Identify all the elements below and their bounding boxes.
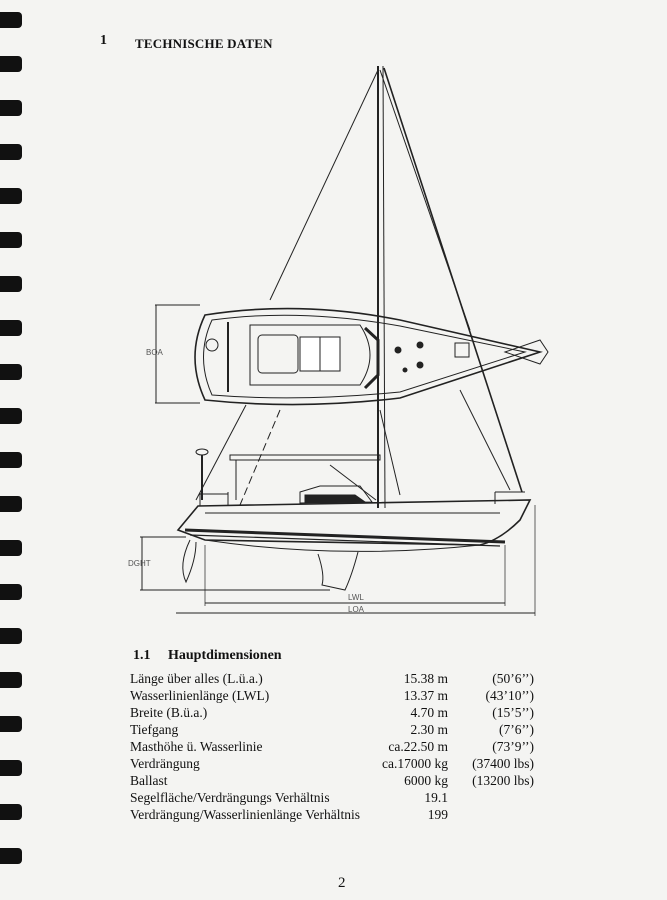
lwl-label: LWL (348, 593, 364, 602)
imperial-value: (13200 lbs) (472, 773, 534, 788)
metric-value: 13.37 m (403, 688, 448, 703)
binding-ring (0, 760, 22, 776)
imperial-value (448, 789, 534, 806)
row-label: Segelfläche/Verdrängungs Verhältnis (130, 790, 330, 805)
metric-value: ca.17000 kg (382, 756, 448, 771)
metric-value: 2.30 m (410, 722, 448, 737)
table-row (130, 806, 534, 823)
row-label: Länge über alles (L.ü.a.) (130, 671, 263, 686)
metric-value: 4.70 m (410, 705, 448, 720)
table-row (130, 738, 534, 755)
section-heading (133, 648, 282, 664)
boa-label: BOA (146, 348, 163, 357)
mast-edge (383, 66, 385, 508)
chapter-title: TECHNISCHE DATEN (135, 36, 273, 51)
row-label: Verdrängung (130, 756, 200, 771)
hull-top-view (195, 309, 548, 405)
row-label: Breite (B.ü.a.) (130, 705, 208, 720)
shroud-fwd (460, 390, 510, 490)
inner-forestay (380, 70, 470, 330)
table-row (130, 772, 534, 789)
radar-dome (196, 449, 208, 455)
binding-ring (0, 672, 22, 688)
loa-label: LOA (348, 605, 365, 614)
binding-ring (0, 848, 22, 864)
metric-value: ca.22.50 m (388, 739, 448, 754)
table-row (130, 789, 534, 806)
metric-value: 199 (427, 807, 448, 822)
runner (240, 410, 280, 505)
table-row (130, 704, 534, 721)
row-label: Tiefgang (130, 722, 179, 737)
table-row (130, 755, 534, 772)
metric-value: 15.38 m (403, 671, 448, 686)
metric-value: 19.1 (424, 790, 448, 805)
section-title: Hauptdimensionen (168, 648, 282, 663)
dimensions-table (130, 670, 534, 823)
imperial-value: (50’6’’) (492, 671, 534, 686)
shroud (380, 410, 400, 495)
imperial-value: (43’10’’) (485, 688, 534, 703)
row-label: Verdrängung/Wasserlinienlänge Verhältnis (130, 807, 360, 822)
boom (230, 455, 380, 460)
metric-value: 6000 kg (404, 773, 448, 788)
imperial-value: (73’9’’) (492, 739, 534, 754)
row-label: Wasserlinienlänge (LWL) (130, 688, 270, 703)
imperial-value (448, 806, 534, 823)
row-label: Masthöhe ü. Wasserlinie (130, 739, 263, 754)
page-number: 2 (338, 875, 346, 891)
row-label: Ballast (130, 773, 168, 788)
table-row (130, 721, 534, 738)
imperial-value: (15’5’’) (492, 705, 534, 720)
hull-side-view (178, 486, 530, 590)
table-row (130, 687, 534, 704)
section-number: 1.1 (133, 648, 151, 663)
imperial-value: (37400 lbs) (472, 756, 534, 771)
binding-ring (0, 804, 22, 820)
chapter-number: 1 (100, 33, 107, 48)
binding-ring (0, 716, 22, 732)
table-row (130, 670, 534, 687)
backstay (270, 70, 378, 300)
imperial-value: (7’6’’) (499, 722, 534, 737)
dght-label: DGHT (128, 559, 151, 568)
backstay-lower (196, 405, 246, 500)
